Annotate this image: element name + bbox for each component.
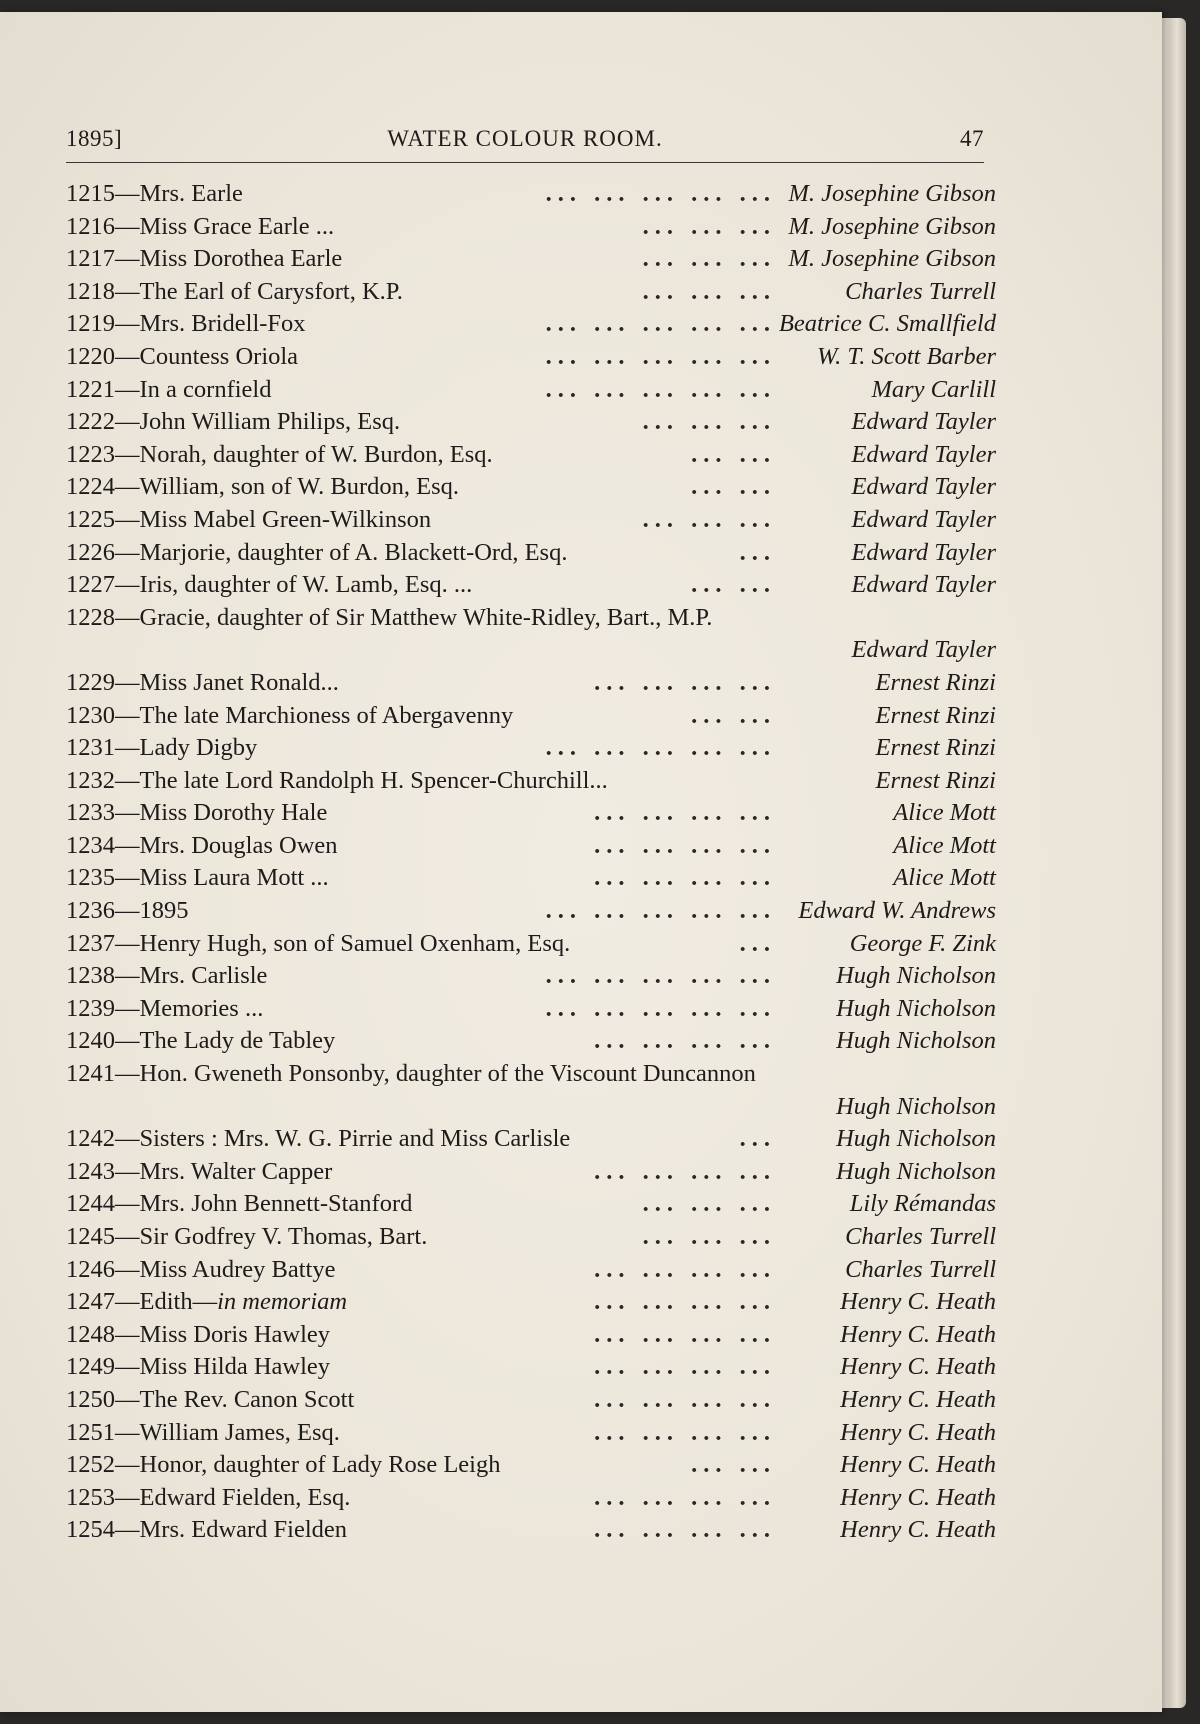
entry-leader-dots: ... ... ... ... ... xyxy=(545,962,776,990)
entry-sitter: Gracie, daughter of Sir Matthew White-Ridley, Bart., M.P. xyxy=(139,603,713,631)
catalogue-entry xyxy=(66,1351,996,1384)
catalogue-entry xyxy=(66,700,996,733)
entry-dash: — xyxy=(115,1125,140,1153)
catalogue-entry xyxy=(66,537,996,570)
entry-leader-dots: ... ... ... ... xyxy=(594,1418,776,1446)
entry-sitter: Mrs. Walter Capper xyxy=(139,1157,333,1185)
entry-leader-dots: ... ... ... ... xyxy=(594,1288,776,1316)
entry-number: 1226 xyxy=(66,538,115,566)
entry-leader-dots: ... ... ... ... xyxy=(594,1385,776,1413)
entry-dash: — xyxy=(115,342,140,370)
catalogue-entry xyxy=(66,1188,996,1221)
catalogue-entry xyxy=(66,797,996,830)
catalogue-entry xyxy=(66,1286,996,1319)
running-header xyxy=(66,126,984,156)
catalogue-entry xyxy=(66,504,996,537)
entry-leader-dots: ... ... ... ... ... xyxy=(545,994,776,1022)
entry-dash: — xyxy=(115,1060,140,1088)
book-page xyxy=(0,12,1162,1712)
entry-artist: Henry C. Heath xyxy=(840,1418,996,1446)
entry-sitter: Mrs. Earle xyxy=(139,180,243,207)
entry-leader-dots: ... xyxy=(739,1125,776,1153)
entry-artist: Hugh Nicholson xyxy=(836,994,996,1022)
entry-leader-dots: ... ... ... ... ... xyxy=(545,342,776,370)
entry-dash: — xyxy=(115,831,140,859)
entry-leader-dots: ... ... xyxy=(691,440,776,468)
entry-leader-dots: ... ... ... ... xyxy=(594,1353,776,1381)
entry-sitter: Miss Janet Ronald... xyxy=(139,668,339,696)
entry-number: 1244 xyxy=(66,1190,115,1218)
entry-sitter: Edward Fielden, Esq. xyxy=(139,1483,351,1511)
entry-number: 1245 xyxy=(66,1223,115,1250)
entry-artist: Hugh Nicholson xyxy=(836,1092,996,1120)
entry-leader-dots: ... ... ... xyxy=(642,1223,776,1250)
catalogue-entry xyxy=(66,960,996,993)
entry-artist: Henry C. Heath xyxy=(840,1320,996,1348)
entry-dash: — xyxy=(115,701,140,729)
entry-leader-dots: ... ... ... xyxy=(642,277,776,305)
catalogue-entry xyxy=(66,308,996,341)
entry-dash: — xyxy=(115,799,140,827)
entry-sitter: Edith— xyxy=(139,1288,218,1316)
entry-leader-dots: ... ... ... xyxy=(642,245,776,273)
catalogue-entry xyxy=(66,667,996,700)
entry-number: 1216 xyxy=(66,212,115,240)
entry-leader-dots: ... ... ... xyxy=(642,505,776,533)
header-year: 1895] xyxy=(66,126,123,151)
entry-leader-dots: ... ... ... ... ... xyxy=(545,375,776,403)
entry-sitter: Mrs. Edward Fielden xyxy=(139,1516,348,1544)
entry-artist: Edward Tayler xyxy=(851,538,996,566)
entry-number: 1231 xyxy=(66,734,115,762)
entry-dash: — xyxy=(115,180,140,207)
catalogue-entry xyxy=(66,1384,996,1417)
entry-number: 1217 xyxy=(66,245,115,273)
entry-dash: — xyxy=(115,505,140,533)
entry-sitter: Mrs. Douglas Owen xyxy=(139,831,338,859)
entry-number: 1247 xyxy=(66,1288,115,1316)
entry-number: 1235 xyxy=(66,864,115,892)
entry-sitter: Norah, daughter of W. Burdon, Esq. xyxy=(139,440,493,468)
entry-dash: — xyxy=(115,668,140,696)
catalogue-entry xyxy=(66,1254,996,1287)
entry-artist: Edward Tayler xyxy=(851,505,996,533)
entry-sitter: Miss Doris Hawley xyxy=(139,1320,331,1348)
entry-artist: Alice Mott xyxy=(893,864,996,892)
entry-artist: Edward Tayler xyxy=(851,473,996,501)
entry-artist: Alice Mott xyxy=(893,831,996,859)
entry-leader-dots: ... xyxy=(739,538,776,566)
entry-dash: — xyxy=(115,408,140,436)
catalogue-entry xyxy=(66,1221,996,1254)
entry-leader-dots: ... ... ... ... xyxy=(594,799,776,827)
entry-sitter: The Lady de Tabley xyxy=(139,1027,336,1055)
entry-dash: — xyxy=(115,1157,140,1185)
entry-dash: — xyxy=(115,1418,140,1446)
entry-number: 1238 xyxy=(66,962,115,990)
entry-dash: — xyxy=(115,962,140,990)
header-rule xyxy=(66,162,984,163)
entry-sitter: Miss Dorothea Earle xyxy=(139,245,343,273)
entry-leader-dots: ... ... xyxy=(691,701,776,729)
entry-leader-dots: ... ... ... ... ... xyxy=(545,897,776,925)
entry-number: 1224 xyxy=(66,473,115,501)
entry-leader-dots: ... ... ... ... xyxy=(594,668,776,696)
entry-sitter: Sir Godfrey V. Thomas, Bart. xyxy=(139,1223,428,1250)
catalogue-entry xyxy=(66,1123,996,1156)
entry-number: 1227 xyxy=(66,571,115,599)
catalogue-entry xyxy=(66,569,996,602)
entry-artist: Hugh Nicholson xyxy=(836,962,996,990)
entry-dash: — xyxy=(115,1353,140,1381)
entry-leader-dots: ... ... xyxy=(691,1451,776,1479)
entry-sitter: 1895 xyxy=(139,897,189,925)
entry-artist: Edward Tayler xyxy=(851,408,996,436)
catalogue-entry xyxy=(66,862,996,895)
entry-sitter: Mrs. John Bennett-Stanford xyxy=(139,1190,413,1218)
entry-leader-dots: ... ... ... ... xyxy=(594,1157,776,1185)
entry-dash: — xyxy=(115,1288,140,1316)
entry-number: 1220 xyxy=(66,342,115,370)
entry-artist: Ernest Rinzi xyxy=(875,734,996,762)
entry-sitter: Miss Audrey Battye xyxy=(139,1255,336,1283)
entry-artist: Ernest Rinzi xyxy=(875,668,996,696)
entry-dash: — xyxy=(115,571,140,599)
entry-sitter: Henry Hugh, son of Samuel Oxenham, Esq. xyxy=(139,929,571,957)
catalogue-entry xyxy=(66,406,996,439)
entry-dash: — xyxy=(115,1451,140,1479)
entry-number: 1250 xyxy=(66,1385,115,1413)
catalogue-entry xyxy=(66,928,996,961)
entry-number: 1232 xyxy=(66,766,115,794)
entry-artist: Henry C. Heath xyxy=(840,1451,996,1479)
entry-dash: — xyxy=(115,1320,140,1348)
entry-number: 1254 xyxy=(66,1516,115,1544)
catalogue-entry xyxy=(66,243,996,276)
entry-number: 1225 xyxy=(66,505,115,533)
entry-leader-dots: ... ... xyxy=(691,571,776,599)
catalogue-entry xyxy=(66,1514,996,1547)
entry-continuation xyxy=(66,634,996,667)
entry-sitter: The Rev. Canon Scott xyxy=(139,1385,355,1413)
entry-sitter: The Earl of Carysfort, K.P. xyxy=(139,277,403,305)
entry-artist: Henry C. Heath xyxy=(840,1288,996,1316)
entry-leader-dots: ... ... ... ... xyxy=(594,831,776,859)
entry-sitter-italic: in memoriam xyxy=(217,1288,348,1316)
entry-dash: — xyxy=(115,212,140,240)
entry-number: 1246 xyxy=(66,1255,115,1283)
entry-leader-dots: ... ... ... ... ... xyxy=(545,310,776,338)
catalogue-entry xyxy=(66,471,996,504)
entry-artist: Edward Tayler xyxy=(851,636,996,664)
entry-number: 1233 xyxy=(66,799,115,827)
entry-artist: Charles Turrell xyxy=(845,277,996,305)
entry-sitter: In a cornfield xyxy=(139,375,272,403)
entry-number: 1215 xyxy=(66,180,115,207)
entry-dash: — xyxy=(115,1483,140,1511)
entry-dash: — xyxy=(115,1223,140,1250)
entry-leader-dots: ... ... ... ... xyxy=(594,1027,776,1055)
entry-artist: Beatrice C. Smallfield xyxy=(778,310,996,338)
entry-artist: Edward Tayler xyxy=(851,571,996,599)
entry-sitter: Miss Grace Earle ... xyxy=(139,212,335,240)
entry-dash: — xyxy=(115,994,140,1022)
entry-dash: — xyxy=(115,310,140,338)
entry-dash: — xyxy=(115,1516,140,1544)
entry-leader-dots: ... ... ... ... xyxy=(594,864,776,892)
entry-artist: Hugh Nicholson xyxy=(836,1027,996,1055)
catalogue-entry xyxy=(66,895,996,928)
entry-sitter: John William Philips, Esq. xyxy=(139,408,401,436)
entry-artist: M. Josephine Gibson xyxy=(788,212,996,240)
entry-sitter: Honor, daughter of Lady Rose Leigh xyxy=(139,1451,501,1479)
entry-leader-dots: ... ... ... xyxy=(642,408,776,436)
catalogue-entry xyxy=(66,602,996,635)
entry-artist: Hugh Nicholson xyxy=(836,1157,996,1185)
entry-artist: Hugh Nicholson xyxy=(836,1125,996,1153)
entry-number: 1242 xyxy=(66,1125,115,1153)
catalogue-entry xyxy=(66,1156,996,1189)
entry-dash: — xyxy=(115,473,140,501)
entry-number: 1249 xyxy=(66,1353,115,1381)
entry-number: 1236 xyxy=(66,897,115,925)
entry-number: 1228 xyxy=(66,603,115,631)
entry-number: 1237 xyxy=(66,929,115,957)
entry-dash: — xyxy=(115,1027,140,1055)
entry-artist: W. T. Scott Barber xyxy=(817,342,996,370)
entry-number: 1218 xyxy=(66,277,115,305)
entry-artist: Charles Turrell xyxy=(845,1223,996,1250)
entry-sitter: The late Lord Randolph H. Spencer-Churchill... xyxy=(139,766,608,794)
entry-dash: — xyxy=(115,538,140,566)
entry-number: 1230 xyxy=(66,701,115,729)
page-number: 47 xyxy=(960,126,984,151)
entry-sitter: William James, Esq. xyxy=(139,1418,340,1446)
entry-number: 1223 xyxy=(66,440,115,468)
entry-number: 1229 xyxy=(66,668,115,696)
entry-number: 1253 xyxy=(66,1483,115,1511)
entry-leader-dots: ... ... ... xyxy=(642,1190,776,1218)
entry-sitter: Lady Digby xyxy=(139,734,258,762)
catalogue-entry xyxy=(66,1319,996,1352)
entry-dash: — xyxy=(115,1385,140,1413)
entry-artist: Edward Tayler xyxy=(851,440,996,468)
catalogue-entry xyxy=(66,374,996,407)
entry-artist: Ernest Rinzi xyxy=(875,766,996,794)
entry-dash: — xyxy=(115,1190,140,1218)
entry-sitter: Memories ... xyxy=(139,994,264,1022)
entry-artist: Edward W. Andrews xyxy=(798,897,996,925)
entry-dash: — xyxy=(115,245,140,273)
entry-leader-dots: ... ... ... ... xyxy=(594,1255,776,1283)
catalogue-entry xyxy=(66,276,996,309)
entry-leader-dots: ... ... ... ... ... xyxy=(545,180,776,207)
catalogue-entries xyxy=(66,178,996,1547)
catalogue-entry xyxy=(66,1058,996,1091)
catalogue-entry xyxy=(66,1482,996,1515)
entry-continuation xyxy=(66,1091,996,1124)
catalogue-entry xyxy=(66,1417,996,1450)
entry-number: 1251 xyxy=(66,1418,115,1446)
entry-artist: Mary Carlill xyxy=(871,375,996,403)
entry-dash: — xyxy=(115,375,140,403)
entry-number: 1219 xyxy=(66,310,115,338)
entry-sitter: Miss Mabel Green-Wilkinson xyxy=(139,505,432,533)
entry-number: 1221 xyxy=(66,375,115,403)
entry-sitter: Sisters : Mrs. W. G. Pirrie and Miss Carlisle xyxy=(139,1125,571,1153)
entry-sitter: William, son of W. Burdon, Esq. xyxy=(139,473,460,501)
entry-number: 1248 xyxy=(66,1320,115,1348)
entry-sitter: Countess Oriola xyxy=(139,342,299,370)
entry-number: 1243 xyxy=(66,1157,115,1185)
entry-number: 1241 xyxy=(66,1060,115,1088)
entry-sitter: Mrs. Carlisle xyxy=(139,962,268,990)
catalogue-entry xyxy=(66,1025,996,1058)
catalogue-entry xyxy=(66,178,996,211)
entry-sitter: Iris, daughter of W. Lamb, Esq. ... xyxy=(139,571,473,599)
entry-artist: Ernest Rinzi xyxy=(875,701,996,729)
catalogue-entry xyxy=(66,830,996,863)
entry-artist: M. Josephine Gibson xyxy=(788,180,996,207)
entry-artist: Alice Mott xyxy=(893,799,996,827)
entry-leader-dots: ... ... ... ... xyxy=(594,1516,776,1544)
entry-sitter: Miss Hilda Hawley xyxy=(139,1353,331,1381)
entry-sitter: The late Marchioness of Abergavenny xyxy=(139,701,514,729)
entry-number: 1252 xyxy=(66,1451,115,1479)
entry-sitter: Miss Dorothy Hale xyxy=(139,799,328,827)
entry-leader-dots: ... ... ... ... xyxy=(594,1320,776,1348)
entry-number: 1222 xyxy=(66,408,115,436)
entry-dash: — xyxy=(115,864,140,892)
entry-sitter: Marjorie, daughter of A. Blackett-Ord, Esq. xyxy=(139,538,568,566)
catalogue-entry xyxy=(66,341,996,374)
entry-artist: Charles Turrell xyxy=(845,1255,996,1283)
entry-leader-dots: ... ... ... xyxy=(642,212,776,240)
entry-artist: Henry C. Heath xyxy=(840,1385,996,1413)
entry-artist: M. Josephine Gibson xyxy=(788,245,996,273)
entry-sitter: Mrs. Bridell-Fox xyxy=(139,310,306,338)
header-title: WATER COLOUR ROOM. xyxy=(387,126,663,151)
entry-dash: — xyxy=(115,897,140,925)
entry-number: 1234 xyxy=(66,831,115,859)
entry-sitter: Miss Laura Mott ... xyxy=(139,864,329,892)
entry-number: 1239 xyxy=(66,994,115,1022)
catalogue-entry xyxy=(66,732,996,765)
entry-dash: — xyxy=(115,929,140,957)
entry-dash: — xyxy=(115,440,140,468)
entry-dash: — xyxy=(115,1255,140,1283)
entry-artist: George F. Zink xyxy=(849,929,996,957)
entry-number: 1240 xyxy=(66,1027,115,1055)
entry-dash: — xyxy=(115,603,140,631)
catalogue-entry xyxy=(66,439,996,472)
entry-artist: Lily Rémandas xyxy=(849,1190,996,1218)
entry-leader-dots: ... xyxy=(739,929,776,957)
entry-leader-dots: ... ... ... ... ... xyxy=(545,734,776,762)
entry-sitter: Hon. Gweneth Ponsonby, daughter of the Viscount Duncannon xyxy=(139,1060,756,1088)
entry-artist: Henry C. Heath xyxy=(840,1483,996,1511)
entry-dash: — xyxy=(115,766,140,794)
entry-leader-dots: ... ... ... ... xyxy=(594,1483,776,1511)
entry-dash: — xyxy=(115,734,140,762)
catalogue-entry xyxy=(66,765,996,798)
entry-artist: Henry C. Heath xyxy=(840,1516,996,1544)
entry-artist: Henry C. Heath xyxy=(840,1353,996,1381)
catalogue-entry xyxy=(66,211,996,244)
entry-leader-dots: ... ... xyxy=(691,473,776,501)
catalogue-entry xyxy=(66,1449,996,1482)
catalogue-entry xyxy=(66,993,996,1026)
entry-dash: — xyxy=(115,277,140,305)
